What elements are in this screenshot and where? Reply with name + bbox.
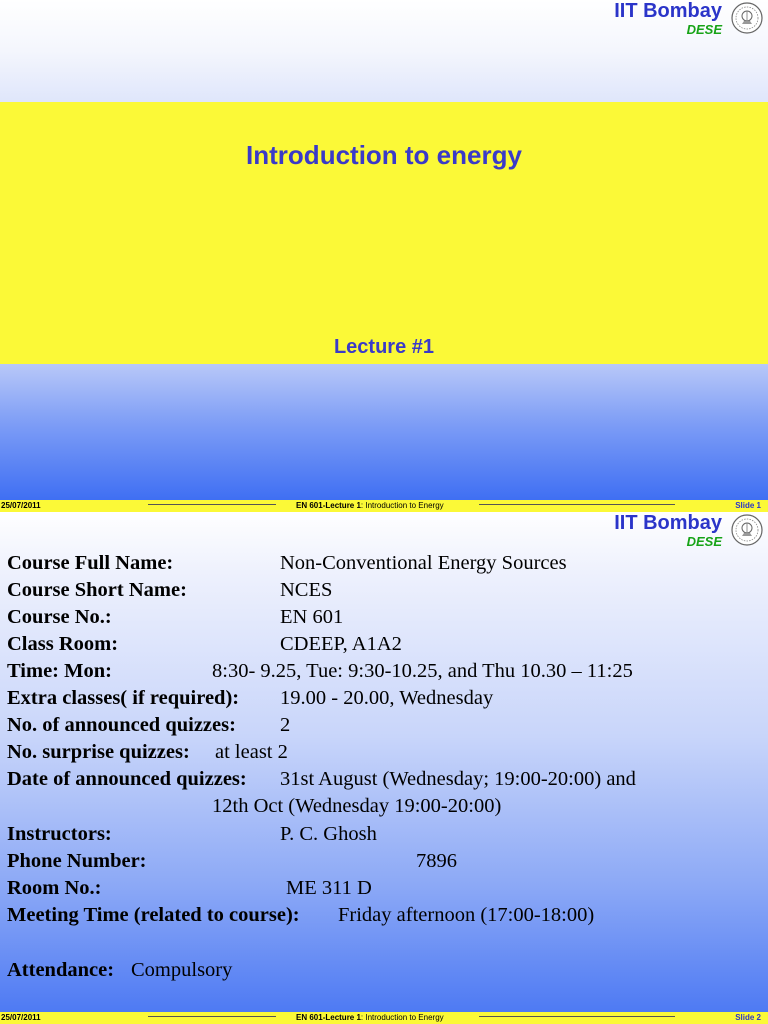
- brand-name: IIT Bombay: [614, 512, 722, 534]
- info-label: Course Full Name:: [7, 552, 174, 574]
- info-label: No. of announced quizzes:: [7, 714, 236, 736]
- info-value: P. C. Ghosh: [280, 823, 377, 845]
- info-value: at least 2: [215, 741, 288, 763]
- footer-date: 25/07/2011: [1, 1013, 41, 1022]
- footer-course: EN 601: [296, 1013, 323, 1022]
- info-label: Meeting Time (related to course):: [7, 904, 300, 926]
- footer-topic: : Introduction to Energy: [360, 501, 444, 510]
- footer-divider: [479, 1016, 675, 1017]
- info-value: 2: [280, 714, 291, 736]
- info-value: Non-Conventional Energy Sources: [280, 552, 567, 574]
- info-row-extra-classes: [7, 687, 239, 710]
- slide-title: Introduction to energy: [246, 140, 522, 170]
- info-row-quiz-dates: [7, 768, 247, 791]
- info-label: Phone Number:: [7, 850, 147, 872]
- info-label: Course No.:: [7, 606, 112, 628]
- info-row-room-no: [7, 877, 102, 900]
- slide-2: [0, 512, 768, 1024]
- info-value: 31st August (Wednesday; 19:00-20:00) and: [280, 768, 636, 790]
- iit-bombay-seal-icon: [730, 1, 764, 35]
- footer-course-info: [296, 501, 444, 510]
- info-value: Compulsory: [131, 959, 233, 981]
- slide-footer: [0, 1012, 768, 1024]
- header-logo: [564, 512, 764, 548]
- footer-divider: [148, 504, 276, 505]
- info-value: EN 601: [280, 606, 344, 628]
- info-label: Attendance:: [7, 959, 115, 981]
- brand-name: IIT Bombay: [614, 0, 722, 22]
- info-row-time: [7, 660, 112, 683]
- header-logo: [564, 0, 764, 36]
- info-value: 8:30- 9.25, Tue: 9:30-10.25, and Thu 10.30 – 11:25: [212, 660, 633, 682]
- info-row-meeting-time: [7, 904, 300, 927]
- slide-1-bottom-band: [0, 364, 768, 500]
- info-value-continued: 12th Oct (Wednesday 19:00-20:00): [212, 795, 502, 817]
- info-value: Friday afternoon (17:00-18:00): [338, 904, 595, 926]
- info-row-phone: [7, 850, 147, 873]
- iit-bombay-seal-icon: [730, 513, 764, 547]
- footer-course-info: [296, 1013, 444, 1022]
- info-row-announced-quizzes: [7, 714, 236, 737]
- info-row-attendance: [7, 959, 114, 982]
- info-value: 7896: [416, 850, 457, 872]
- department-name: DESE: [686, 534, 722, 549]
- slide-footer: [0, 500, 768, 512]
- footer-slide-number: Slide 2: [735, 1013, 761, 1022]
- footer-date: 25/07/2011: [1, 501, 41, 510]
- footer-lecture: -Lecture 1: [322, 1013, 361, 1022]
- footer-divider: [148, 1016, 276, 1017]
- footer-course: EN 601: [296, 501, 323, 510]
- info-label: Class Room:: [7, 633, 119, 655]
- info-label: Room No.:: [7, 877, 102, 899]
- info-row-full-name: [7, 552, 173, 575]
- info-value: 19.00 - 20.00, Wednesday: [280, 687, 494, 709]
- info-row-short-name: [7, 579, 187, 602]
- footer-lecture: -Lecture 1: [322, 501, 361, 510]
- info-label: No. surprise quizzes:: [7, 741, 190, 763]
- info-value: CDEEP, A1A2: [280, 633, 402, 655]
- info-row-class-room: [7, 633, 118, 656]
- info-label: Instructors:: [7, 823, 112, 845]
- info-label: Course Short Name:: [7, 579, 187, 601]
- info-label: Extra classes( if required):: [7, 687, 240, 709]
- footer-slide-number: Slide 1: [735, 501, 761, 510]
- info-value: NCES: [280, 579, 333, 601]
- info-label: Date of announced quizzes:: [7, 768, 247, 790]
- footer-divider: [479, 504, 675, 505]
- info-row-course-no: [7, 606, 112, 629]
- info-row-surprise-quizzes: [7, 741, 190, 764]
- slide-subtitle: Lecture #1: [333, 336, 435, 358]
- info-row-instructors: [7, 823, 112, 846]
- department-name: DESE: [686, 22, 722, 37]
- info-label: Time: Mon:: [7, 660, 112, 682]
- footer-topic: : Introduction to Energy: [360, 1013, 444, 1022]
- info-value: ME 311 D: [286, 877, 372, 899]
